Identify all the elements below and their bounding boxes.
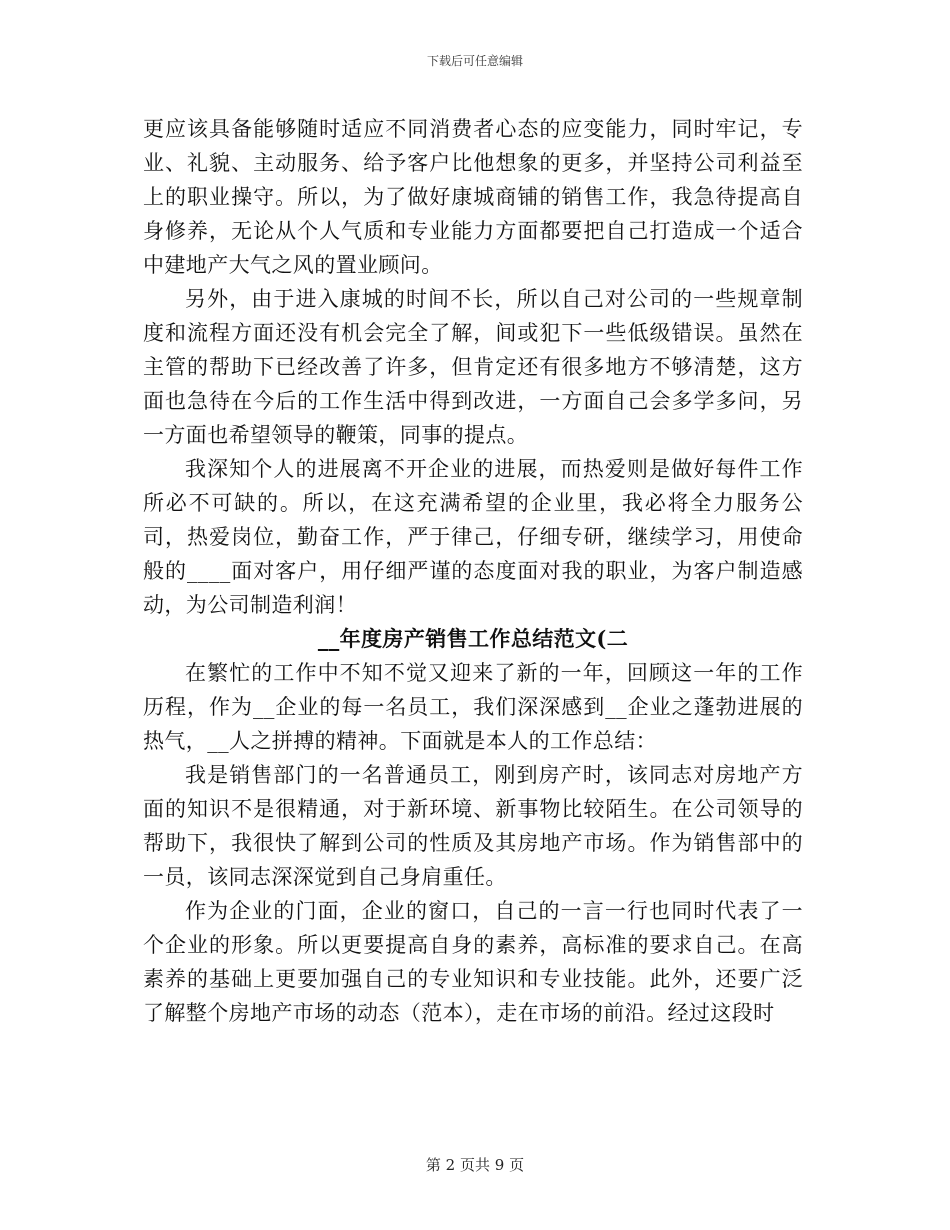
page-number: 第 2 页共 9 页 xyxy=(425,1156,525,1174)
paragraph-continued: 更应该具备能够随时适应不同消费者心态的应变能力，同时牢记，专业、礼貌、主动服务、给予客户比他想象的更多，并坚持公司利益至上的职业操守。所以，为了做好康城商铺的销售工作，我急待提高自身修养，无论从个人气质和专业能力方面都要把自己打造成一个适合中建地产大气之风的置业顾问。 xyxy=(143,117,803,277)
document-body xyxy=(143,112,803,1030)
paragraph: 我深知个人的进展离不开企业的进展，而热爱则是做好每件工作所必不可缺的。所以，在这充满希望的企业里，我必将全力服务公司，热爱岗位，勤奋工作，严于律己，仔细专研，继续学习，用使命般的____面对客户，用仔细严谨的态度面对我的职业，为客户制造感动，为公司制造利润！ xyxy=(143,457,803,617)
paragraph: 在繁忙的工作中不知不觉又迎来了新的一年，回顾这一年的工作历程，作为__企业的每一名员工，我们深深感到__企业之蓬勃进展的热气，__人之拼搏的精神。下面就是本人的工作总结： xyxy=(143,661,803,753)
paragraph: 我是销售部门的一名普通员工，刚到房产时，该同志对房地产方面的知识不是很精通，对于新环境、新事物比较陌生。在公司领导的帮助下，我很快了解到公司的性质及其房地产市场。作为销售部中的一员，该同志深深觉到自己身肩重任。 xyxy=(143,763,803,889)
paragraph: 作为企业的门面，企业的窗口，自己的一言一行也同时代表了一个企业的形象。所以更要提高自身的素养，高标准的要求自己。在高素养的基础上更要加强自己的专业知识和专业技能。此外，还要广泛了解整个房地产市场的动态（范本），走在市场的前沿。经过这段时 xyxy=(143,899,803,1025)
section-title: __年度房产销售工作总结范文(二 xyxy=(317,626,629,651)
paragraph: 另外，由于进入康城的时间不长，所以自己对公司的一些规章制度和流程方面还没有机会完全了解，间或犯下一些低级错误。虽然在主管的帮助下已经改善了许多，但肯定还有很多地方不够清楚，这方面也急待在今后的工作生活中得到改进，一方面自己会多学多问，另一方面也希望领导的鞭策，同事的提点。 xyxy=(143,287,803,447)
page-header: 下载后可任意编辑 xyxy=(426,54,523,68)
